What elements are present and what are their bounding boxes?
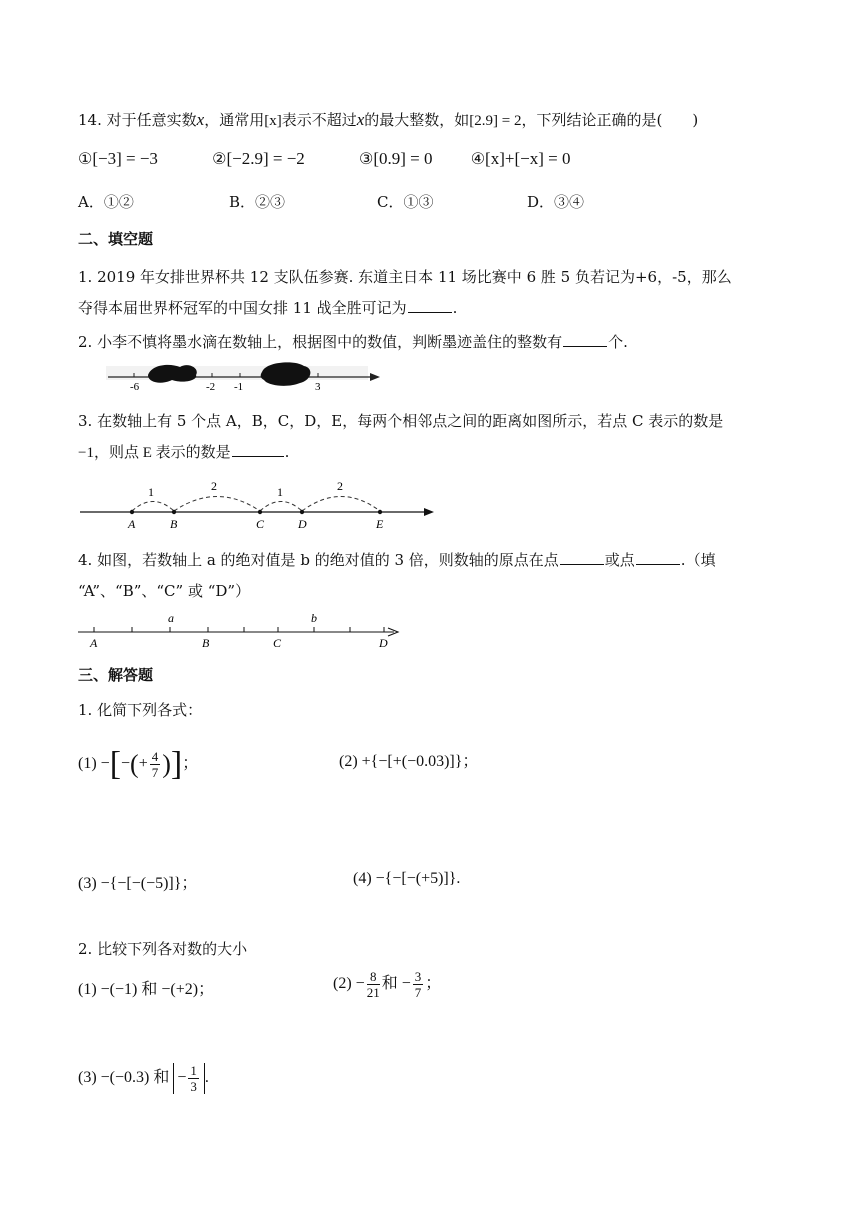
mark-label-b: b (311, 611, 317, 625)
solve-2-part-3: (3) −(−0.3) 和 − $\frac{1}{3}$ . (78, 1062, 209, 1094)
fraction: $\frac{1}{3}$ (190, 1062, 197, 1094)
section-2-title: 二、填空题 (78, 230, 154, 248)
solve-1-part-2: (2) +{−[+(−0.03)]}； (339, 753, 479, 770)
point-d (300, 510, 304, 514)
section-3-title: 三、解答题 (78, 666, 154, 684)
tick-label: -2 (206, 381, 216, 392)
answer-blank[interactable] (563, 332, 607, 347)
distance-label: 1 (277, 485, 283, 499)
fill-4-line-2: “A”、“B”、“C” 或 “D”） (78, 582, 251, 600)
answer-blank[interactable] (232, 442, 284, 457)
point-label: A (128, 517, 136, 531)
fraction: $\frac{4}{7}$ (151, 748, 159, 780)
point-label: C (256, 517, 265, 531)
figure-background (106, 366, 368, 380)
fill-1-line-1: 1. 2019 年女排世界杯共 12 支队伍参赛. 东道主日本 11 场比赛中 6 胜 5 负若记为+6，-5，那么 (78, 268, 732, 286)
q14-option-c[interactable]: C．①③ (377, 193, 434, 211)
point-label: A (90, 636, 98, 650)
fill-3-line-2: −1，则点 E 表示的数是 . (78, 443, 290, 461)
point-label: B (202, 636, 210, 650)
q14-option-a[interactable]: A．①② (78, 193, 134, 211)
answer-blank[interactable] (408, 298, 452, 313)
solve-1-part-4: (4) −{−[−(+5)]}. (353, 870, 461, 887)
answer-blank[interactable] (636, 550, 680, 565)
point-e (378, 510, 382, 514)
point-c (258, 510, 262, 514)
fraction: $\frac{3}{7}$ (414, 968, 422, 1000)
statement-1: ①[−3] = −3 (78, 149, 158, 168)
solve-2-part-2: (2) − $\frac{8}{21}$ 和 − $\frac{3}{7}$ ； (333, 968, 442, 1000)
solve-1-part-1: (1) −[−(+ $\frac{4}{7}$ )]； (78, 745, 199, 783)
arc-de (302, 497, 380, 512)
axis-arrow (424, 508, 434, 516)
arc-cd (260, 502, 302, 512)
solve-1-part-3: (3) −{−[−(−5)]}； (78, 875, 198, 892)
statement-2: ②[−2.9] = −2 (212, 149, 305, 168)
tick-label: -1 (234, 381, 244, 392)
arc-ab (132, 502, 174, 512)
q14-stem: 14. 对于任意实数x，通常用[x]表示不超过x的最大整数，如[2.9] = 2，下列结论正确的是( ) (78, 110, 699, 129)
q14-option-b[interactable]: B．②③ (229, 193, 286, 211)
point-label: D (298, 517, 307, 531)
q14-option-d[interactable]: D．③④ (527, 193, 585, 211)
q14-statements (78, 149, 570, 169)
ticks (94, 627, 384, 632)
fraction: $\frac{8}{21}$ (366, 968, 380, 1000)
tick-label: -6 (130, 381, 140, 392)
point-label: C (273, 636, 282, 650)
fill-2-text: 2. 小李不慎将墨水滴在数轴上，根据图中的数值，判断墨迹盖住的整数有 个. (78, 333, 628, 351)
axis-arrow (370, 373, 380, 381)
distance-label: 2 (337, 479, 343, 493)
mark-label-a: a (168, 611, 174, 625)
point-b (172, 510, 176, 514)
point-label: B (170, 517, 178, 531)
ink-blot-right (261, 362, 311, 385)
fill-4-line-1: 4. 如图，若数轴上 a 的绝对值是 b 的绝对值的 3 倍，则数轴的原点在点 或点 .（填 (78, 551, 716, 569)
answer-blank[interactable] (560, 550, 604, 565)
ink-blot-left (148, 365, 197, 383)
tick-label: 3 (315, 381, 321, 392)
statement-4: ④[x]+[−x] = 0 (470, 149, 571, 168)
solve-1-title: 1. 化简下列各式： (78, 701, 203, 719)
points-a-d-figure (76, 608, 406, 652)
distance-label: 2 (211, 479, 217, 493)
point-label: E (376, 517, 384, 531)
points-a-e-figure (78, 476, 436, 532)
solve-2-part-1: (1) −(−1) 和 −(+2)； (78, 981, 215, 998)
distance-label: 1 (148, 485, 154, 499)
point-a (130, 510, 134, 514)
fill-3-line-1: 3. 在数轴上有 5 个点 A，B，C，D，E，每两个相邻点之间的距离如图所示，若点 C 表示的数是 (78, 412, 724, 430)
solve-2-title: 2. 比较下列各对数的大小 (78, 940, 248, 958)
arc-bc (174, 497, 260, 512)
point-label: D (379, 636, 388, 650)
statement-3: ③[0.9] = 0 (359, 149, 433, 168)
ink-number-line-figure (100, 358, 382, 392)
fill-1-line-2: 夺得本届世界杯冠军的中国女排 11 战全胜可记为 . (78, 299, 458, 317)
